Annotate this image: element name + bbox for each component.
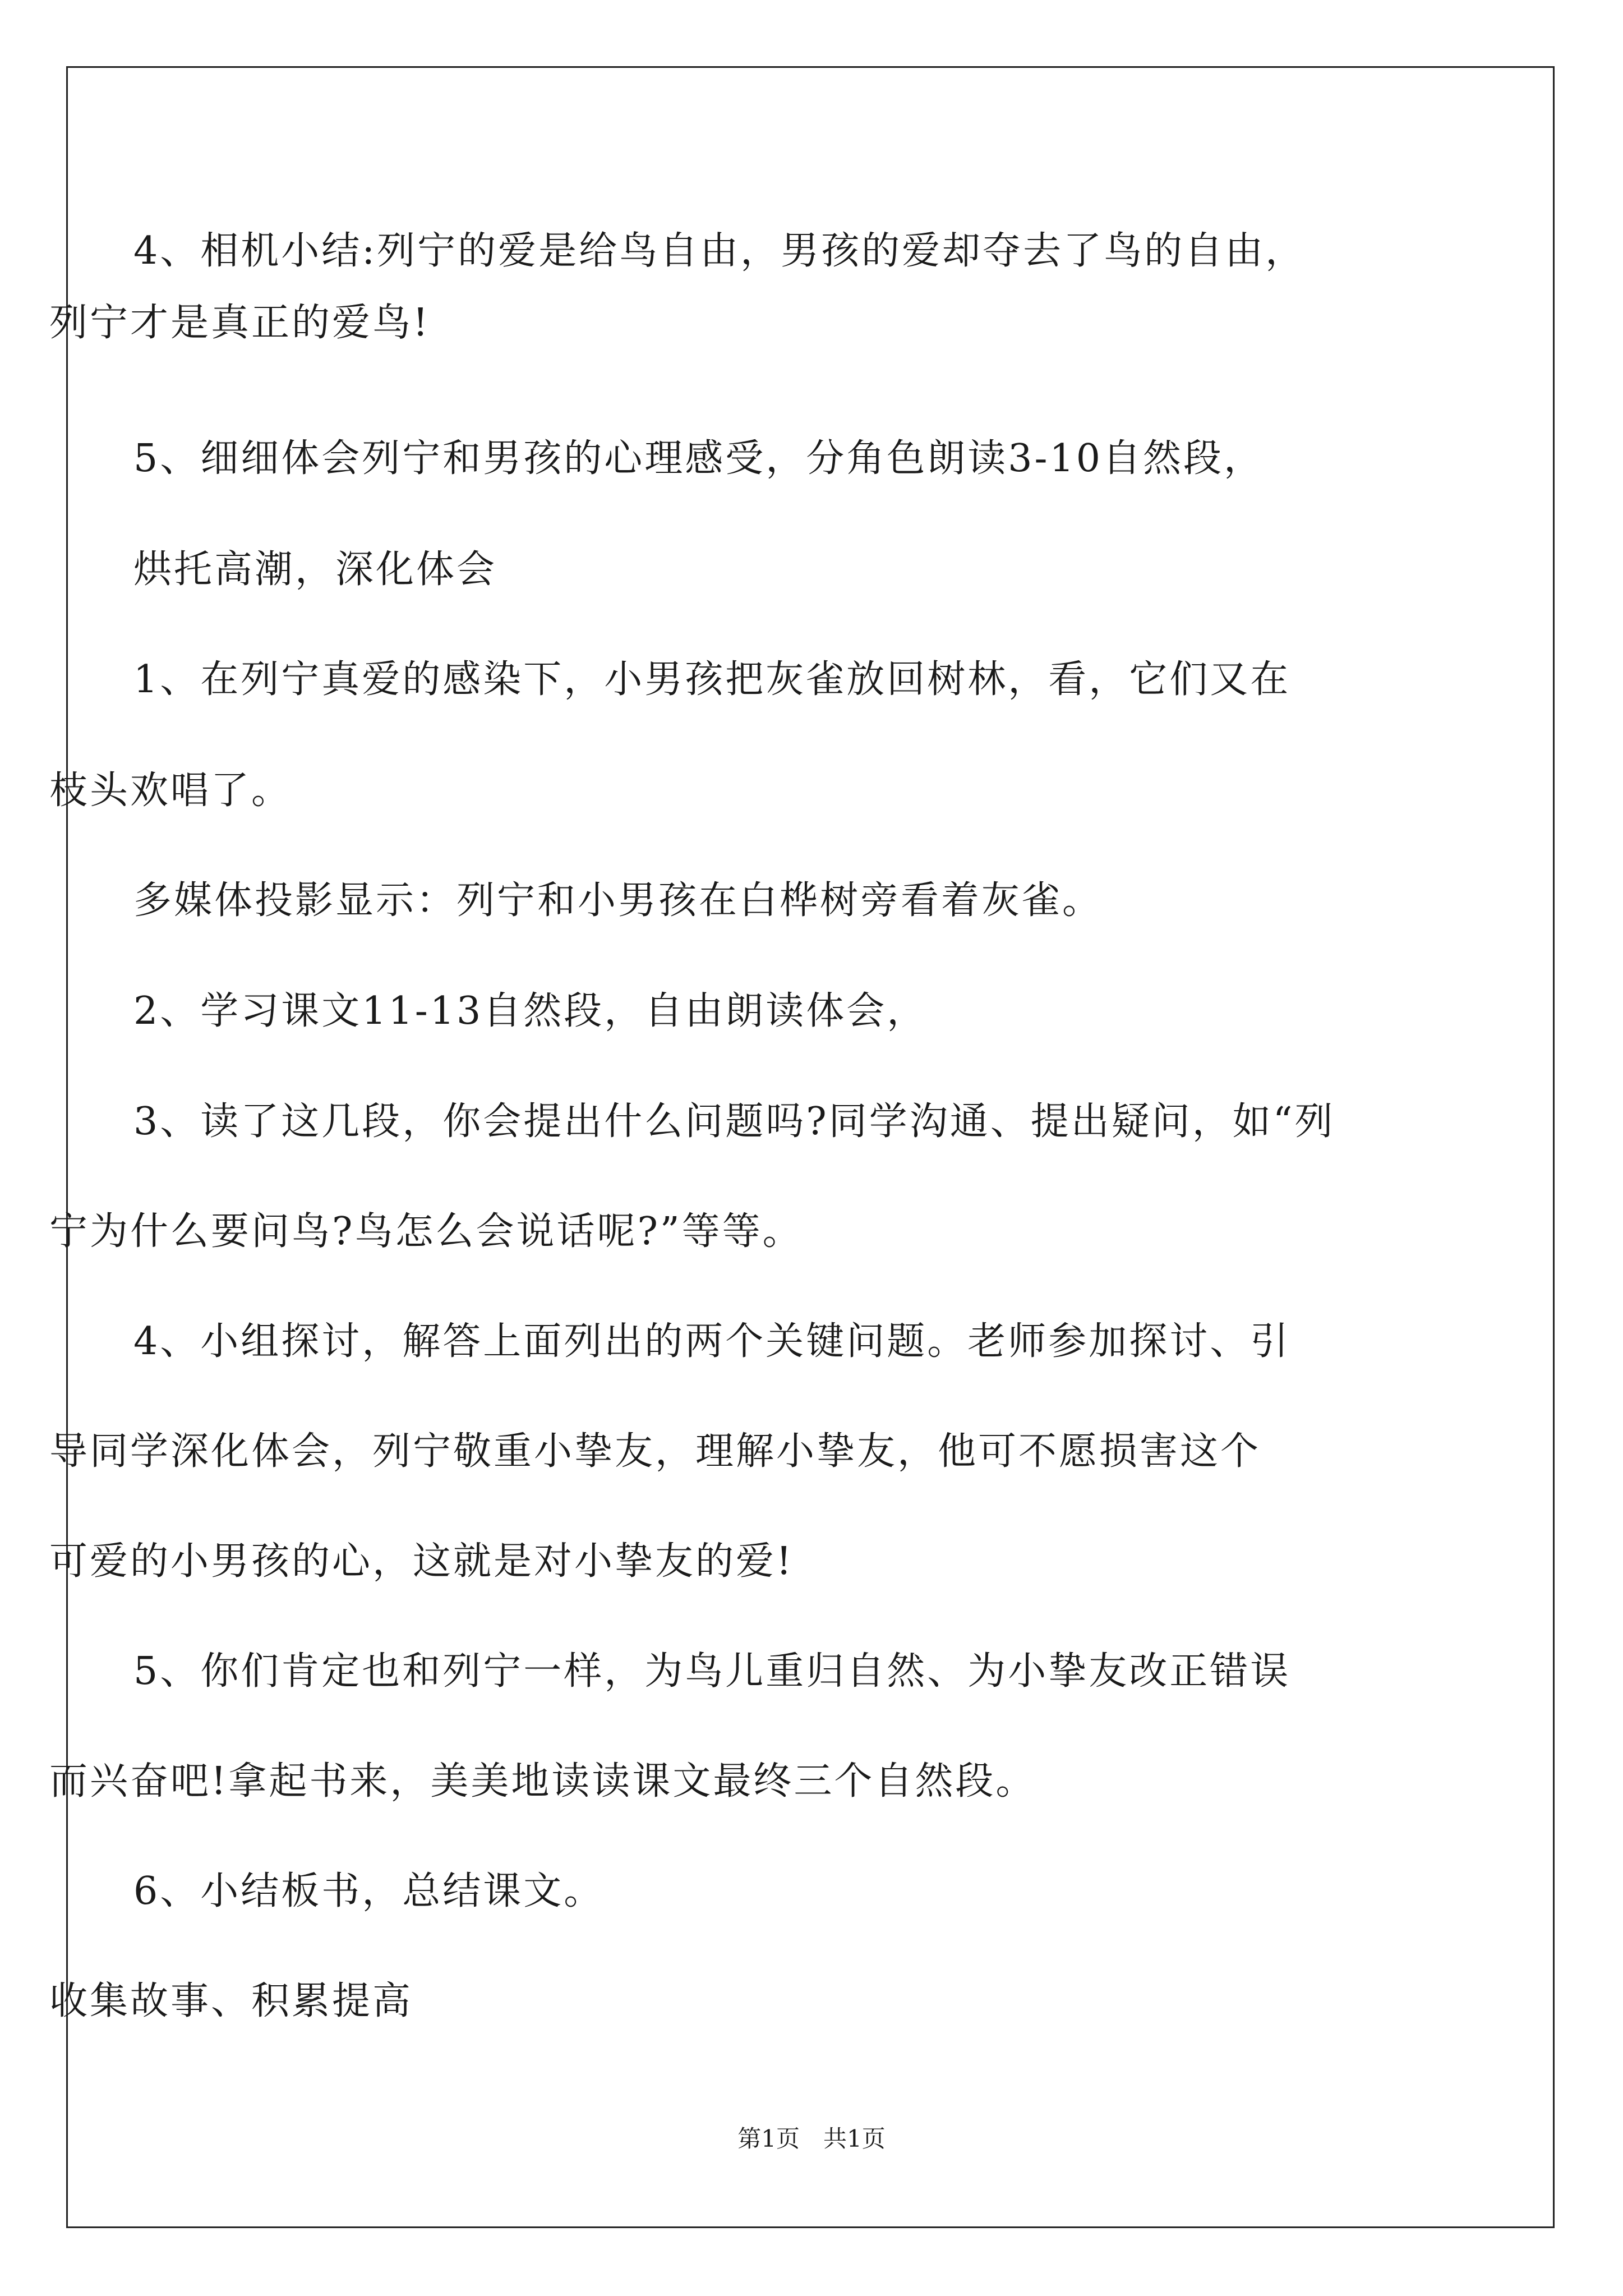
text-line-8: 2、学习课文11-13自然段，自由朗读体会， — [133, 989, 928, 1033]
text-line-16: 6、小结板书，总结课文。 — [133, 1869, 605, 1913]
section-heading: 烘托高潮，深化体会 — [133, 547, 497, 592]
text-line-10: 宁为什么要问鸟?鸟怎么会说话呢?”等等。 — [49, 1209, 803, 1254]
text-line-15: 而兴奋吧!拿起书来，美美地读读课文最终三个自然段。 — [49, 1759, 1036, 1803]
text-line-5: 1、在列宁真爱的感染下，小男孩把灰雀放回树林，看，它们又在 — [133, 657, 1291, 702]
text-line-1: 4、相机小结:列宁的爱是给鸟自由，男孩的爱却夺去了鸟的自由， — [133, 229, 1306, 273]
text-line-12: 导同学深化体会，列宁敬重小挚友，理解小挚友，他可不愿损害这个 — [49, 1429, 1261, 1474]
page-number: 第1页 共1页 — [737, 2125, 886, 2152]
text-line-3: 5、细细体会列宁和男孩的心理感受，分角色朗读3-10自然段， — [133, 436, 1265, 481]
text-line-7: 多媒体投影显示：列宁和小男孩在白桦树旁看着灰雀。 — [133, 878, 1103, 923]
text-line-9: 3、读了这几段，你会提出什么问题吗?同学沟通、提出疑问，如“列 — [133, 1099, 1335, 1144]
text-line-13: 可爱的小男孩的心，这就是对小挚友的爱! — [49, 1539, 794, 1584]
text-line-14: 5、你们肯定也和列宁一样，为鸟儿重归自然、为小挚友改正错误 — [133, 1649, 1291, 1694]
text-line-11: 4、小组探讨，解答上面列出的两个关键问题。老师参加探讨、引 — [133, 1319, 1291, 1364]
section-heading-2: 收集故事、积累提高 — [49, 1979, 413, 2023]
text-line-2: 列宁才是真正的爱鸟! — [49, 301, 431, 345]
text-line-6: 枝头欢唱了。 — [49, 769, 292, 813]
